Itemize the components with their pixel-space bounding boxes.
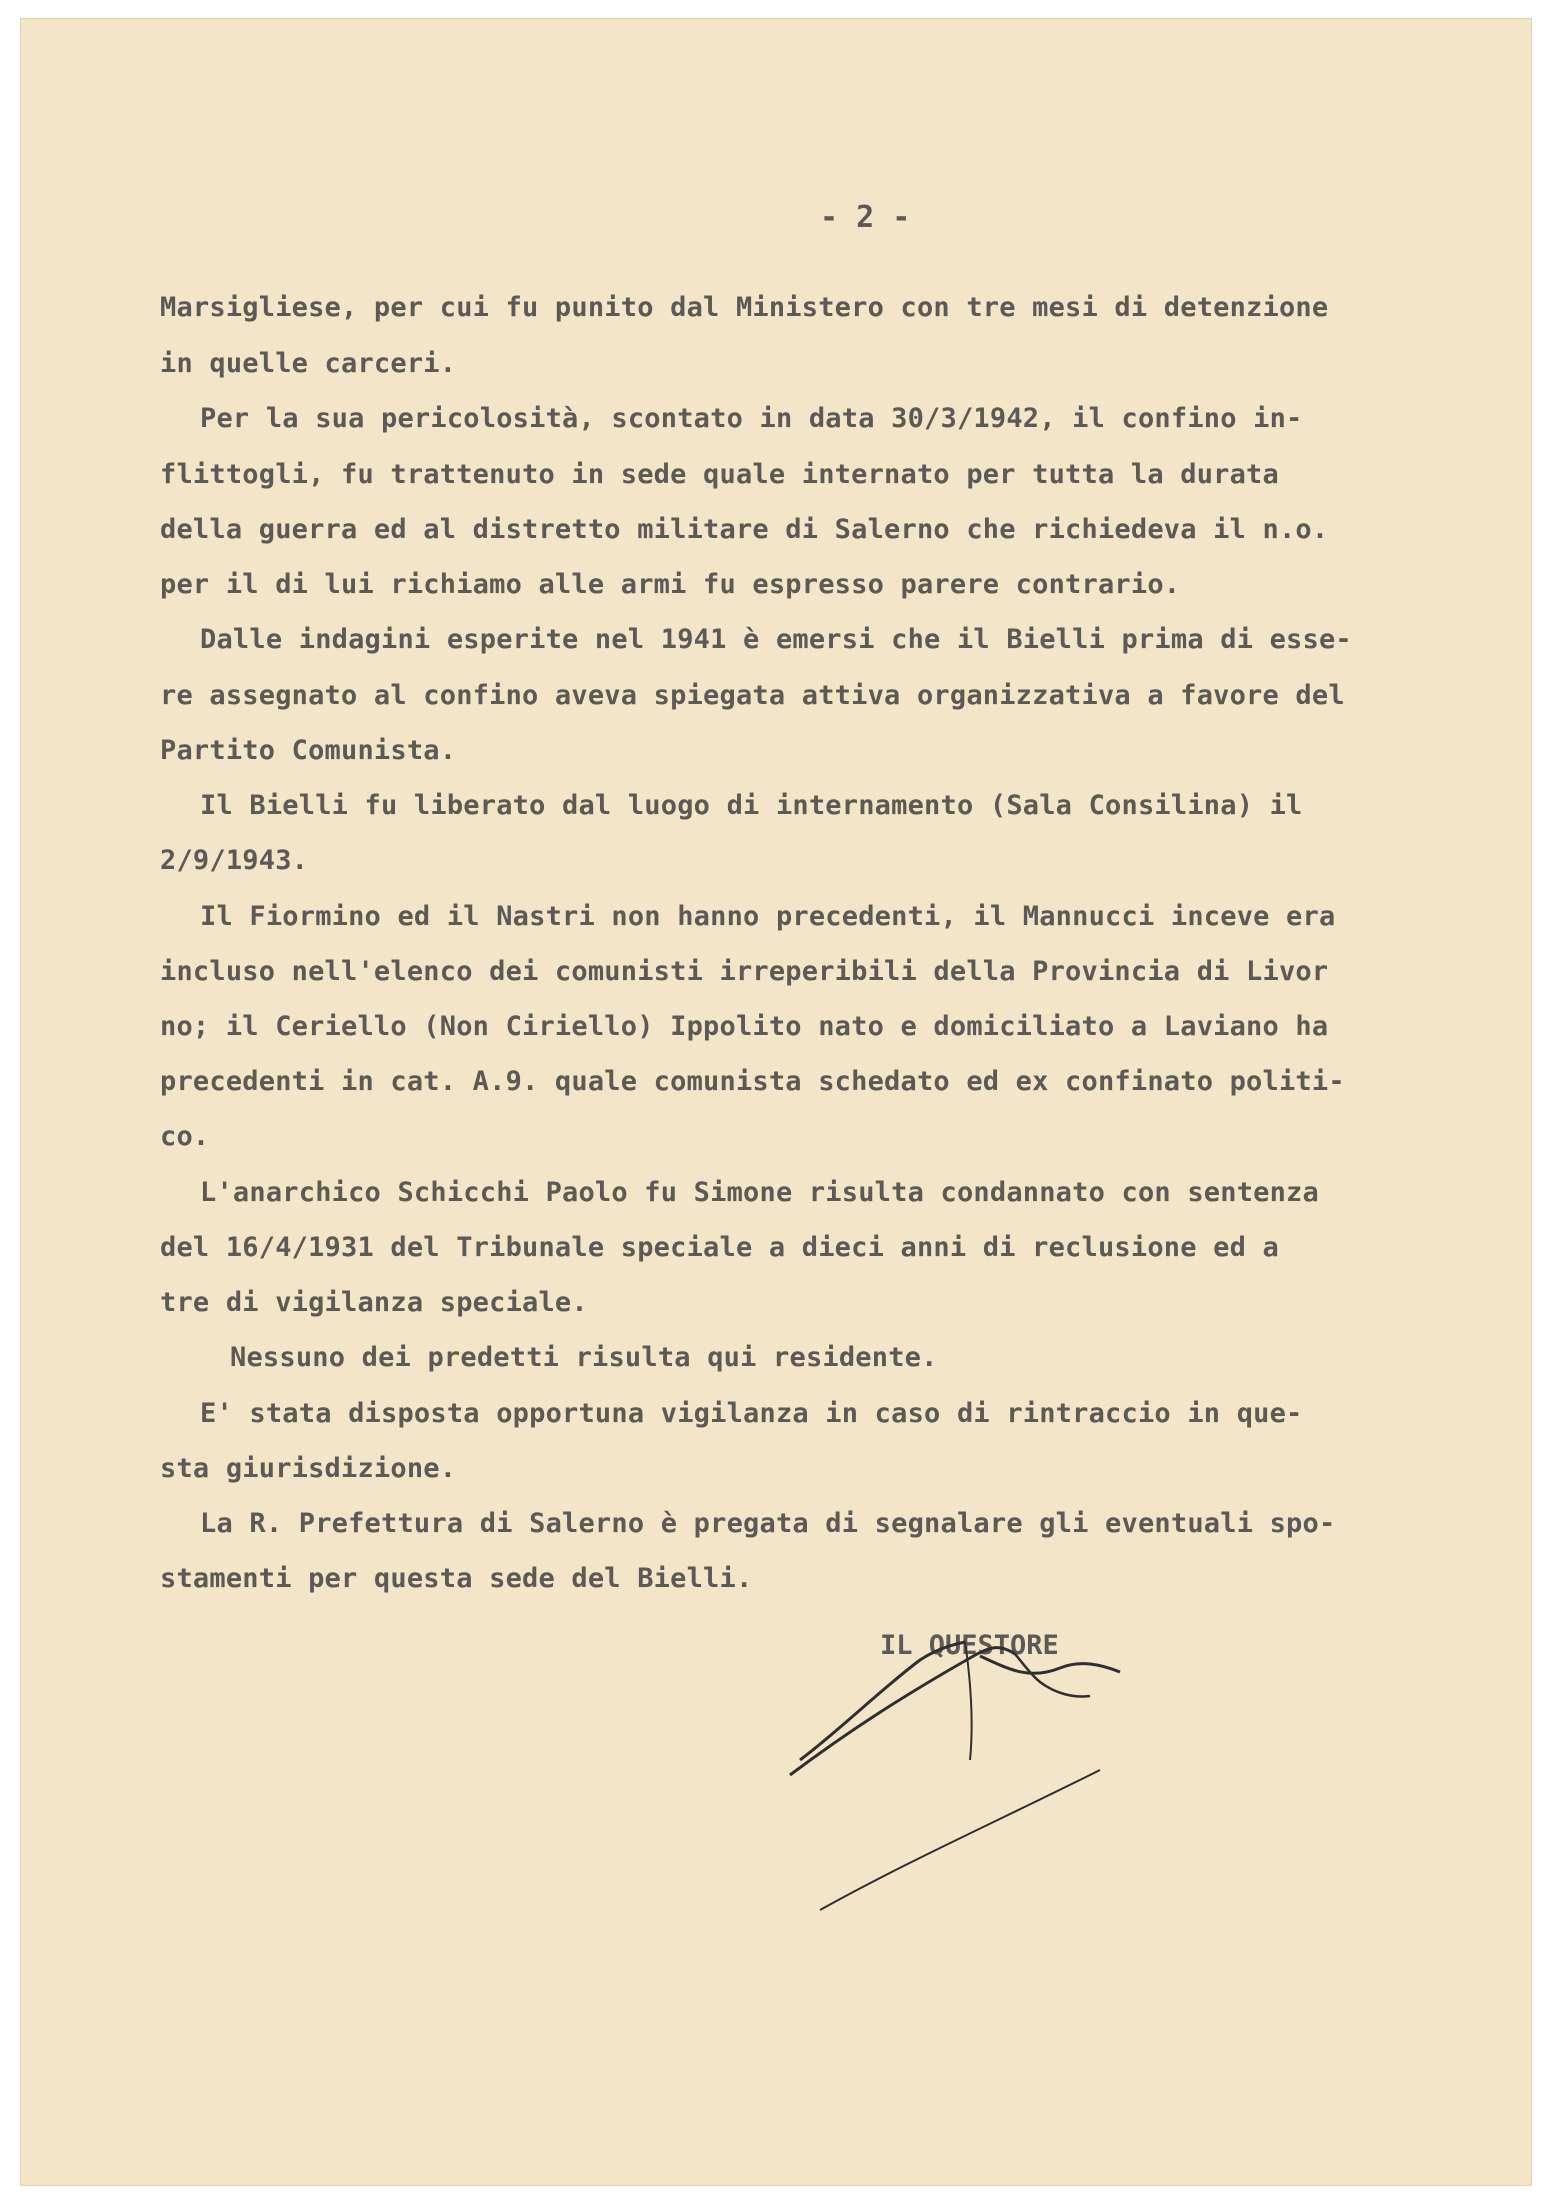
text-line: per il di lui richiamo alle armi fu espresso parere contrario.	[160, 569, 1181, 600]
text-line: Nessuno dei predetti risulta qui residente.	[230, 1342, 938, 1373]
text-line: in quelle carceri.	[160, 348, 457, 379]
text-line: Il Bielli fu liberato dal luogo di internamento (Sala Consilina) il	[200, 790, 1303, 821]
text-line: precedenti in cat. A.9. quale comunista schedato ed ex confinato politi-	[160, 1066, 1345, 1097]
text-line: Marsigliese, per cui fu punito dal Ministero con tre mesi di detenzione	[160, 292, 1329, 323]
signature-title: IL QUESTORE	[880, 1630, 1059, 1661]
text-line: 2/9/1943.	[160, 845, 309, 876]
text-line: re assegnato al confino aveva spiegata attiva organizzativa a favore del	[160, 680, 1345, 711]
text-line: Per la sua pericolosità, scontato in data 30/3/1942, il confino in-	[200, 403, 1303, 434]
text-line: La R. Prefettura di Salerno è pregata di segnalare gli eventuali spo-	[200, 1508, 1336, 1539]
text-line: stamenti per questa sede del Bielli.	[160, 1563, 753, 1594]
text-line: incluso nell'elenco dei comunisti irreperibili della Provincia di Livor	[160, 956, 1329, 987]
handwritten-signature	[760, 1600, 1180, 2030]
text-line: della guerra ed al distretto militare di Salerno che richiedeva il n.o.	[160, 514, 1329, 545]
signature-block	[760, 1600, 1180, 2030]
text-line: tre di vigilanza speciale.	[160, 1287, 588, 1318]
text-line: sta giurisdizione.	[160, 1453, 457, 1484]
text-line: co.	[160, 1121, 210, 1152]
text-line: Dalle indagini esperite nel 1941 è emersi che il Bielli prima di esse-	[200, 624, 1352, 655]
text-line: flittogli, fu trattenuto in sede quale internato per tutta la durata	[160, 459, 1279, 490]
text-line: no; il Ceriello (Non Ciriello) Ippolito nato e domiciliato a Laviano ha	[160, 1011, 1329, 1042]
text-line: Il Fiormino ed il Nastri non hanno precedenti, il Mannucci inceve era	[200, 901, 1336, 932]
text-line: E' stata disposta opportuna vigilanza in caso di rintraccio in que-	[200, 1398, 1303, 1429]
text-line: del 16/4/1931 del Tribunale speciale a dieci anni di reclusione ed a	[160, 1232, 1279, 1263]
text-line: Partito Comunista.	[160, 735, 457, 766]
text-line: L'anarchico Schicchi Paolo fu Simone risulta condannato con sentenza	[200, 1177, 1319, 1208]
page-number: - 2 -	[820, 200, 911, 235]
